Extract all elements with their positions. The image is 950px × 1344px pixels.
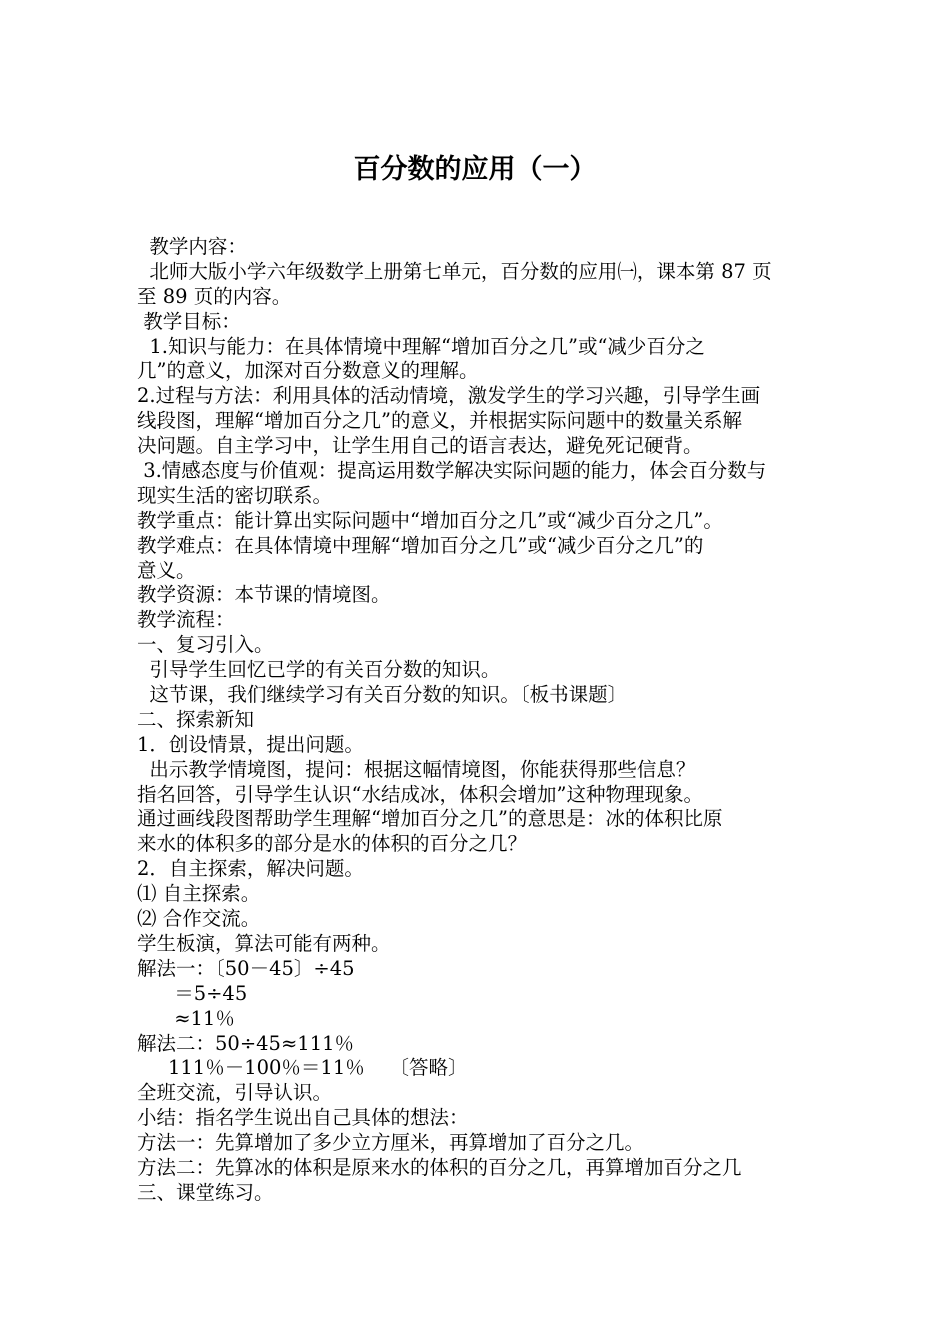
text-line: 教学目标： — [137, 309, 241, 333]
text-line: 现实生活的密切联系。 — [137, 483, 333, 507]
text-line: 学生板演，算法可能有两种。 — [137, 931, 391, 955]
text-line: 三、课堂练习。 — [137, 1180, 274, 1204]
text-line: 决问题。自主学习中，让学生用自己的语言表达，避免死记硬背。 — [137, 434, 703, 458]
text-line: 几”的意义，加深对百分数意义的理解。 — [137, 359, 479, 383]
text-line: 来水的体积多的部分是水的体积的百分之几？ — [137, 832, 528, 856]
text-line: 教学资源：本节课的情境图。 — [137, 583, 391, 607]
text-line: 解法二：50÷45≈111％ — [137, 1031, 355, 1055]
text-line: 引导学生回忆已学的有关百分数的知识。 — [137, 658, 501, 682]
text-line: 北师大版小学六年级数学上册第七单元，百分数的应用㈠，课本第 87 页 — [137, 259, 772, 283]
text-line: 通过画线段图帮助学生理解“增加百分之几”的意思是：冰的体积比原 — [137, 807, 723, 831]
document-body — [137, 235, 843, 1206]
text-line: 一、复习引入。 — [137, 633, 274, 657]
text-line: 3.情感态度与价值观：提高运用数学解决实际问题的能力，体会百分数与 — [137, 459, 767, 483]
text-line: 小结：指名学生说出自己具体的想法： — [137, 1106, 469, 1130]
text-line: 1.知识与能力：在具体情境中理解“增加百分之几”或“减少百分之 — [137, 334, 705, 358]
text-line: ≈11％ — [137, 1006, 235, 1030]
text-line: 2．自主探索，解决问题。 — [137, 857, 364, 881]
text-line: ＝5÷45 — [137, 981, 248, 1005]
text-line: 方法二：先算冰的体积是原来水的体积的百分之几，再算增加百分之几 — [137, 1155, 742, 1179]
text-line: 全班交流，引导认识。 — [137, 1081, 333, 1105]
text-line: 教学难点：在具体情境中理解“增加百分之几”或“减少百分之几”的 — [137, 533, 704, 557]
text-line: 意义。 — [137, 558, 196, 582]
text-line: 线段图，理解“增加百分之几”的意义，并根据实际问题中的数量关系解 — [137, 409, 742, 433]
text-line: 方法一：先算增加了多少立方厘米，再算增加了百分之几。 — [137, 1131, 645, 1155]
text-line: 解法一：〔50－45〕÷45 — [137, 956, 355, 980]
text-line: 出示教学情境图，提问：根据这幅情境图，你能获得那些信息？ — [137, 757, 696, 781]
text-line: ⑴ 自主探索。 — [137, 882, 261, 906]
text-line: 教学流程： — [137, 608, 235, 632]
text-line: 教学内容： — [137, 235, 247, 258]
text-line: 二、探索新知 — [137, 707, 255, 731]
text-line: 1．创设情景，提出问题。 — [137, 732, 364, 756]
text-line: 111％－100％＝11％ 〔答略〕 — [137, 1056, 468, 1080]
text-line: 2.过程与方法：利用具体的活动情境，激发学生的学习兴趣，引导学生画 — [137, 384, 761, 408]
text-line: 指名回答，引导学生认识“水结成冰，体积会增加”这种物理现象。 — [137, 782, 703, 806]
text-line: ⑵ 合作交流。 — [137, 907, 261, 931]
text-line: 教学重点：能计算出实际问题中“增加百分之几”或“减少百分之几”。 — [137, 508, 723, 532]
text-line: 这节课，我们继续学习有关百分数的知识。〔板书课题〕 — [137, 683, 628, 707]
document-title: 百分数的应用（一） — [353, 154, 597, 185]
text-line: 至 89 页的内容。 — [137, 284, 292, 308]
